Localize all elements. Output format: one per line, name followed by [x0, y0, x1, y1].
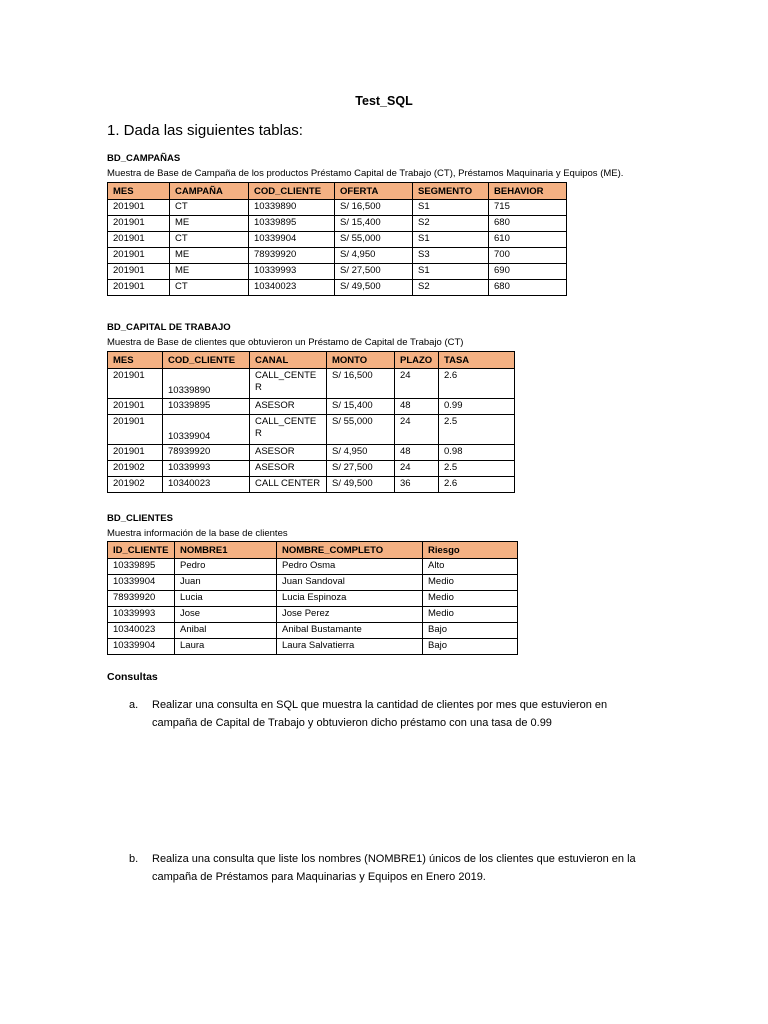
table-cell: Anibal — [175, 623, 277, 639]
column-header: ID_CLIENTE — [108, 542, 175, 559]
table-cell: S/ 27,500 — [335, 264, 413, 280]
column-header: MONTO — [327, 352, 395, 369]
table-cell: CALL_CENTE R — [250, 415, 327, 445]
table-cell: ME — [170, 264, 249, 280]
table-cell: 201901 — [108, 399, 163, 415]
table-cell: Bajo — [423, 623, 518, 639]
table-header-row — [108, 542, 518, 559]
table-cell: S/ 27,500 — [327, 461, 395, 477]
table-cell: Anibal Bustamante — [277, 623, 423, 639]
table-cell: Jose — [175, 607, 277, 623]
table-cell: S2 — [413, 216, 489, 232]
table-cell: Pedro Osma — [277, 559, 423, 575]
column-header: BEHAVIOR — [489, 183, 567, 200]
table-cell: 10339993 — [249, 264, 335, 280]
table-cell: CALL_CENTE R — [250, 369, 327, 399]
campanas-table-name: BD_CAMPAÑAS — [107, 153, 181, 164]
table-cell: ME — [170, 216, 249, 232]
table-row — [108, 415, 515, 445]
table-cell: 78939920 — [108, 591, 175, 607]
column-header: MES — [108, 183, 170, 200]
table-cell: Juan Sandoval — [277, 575, 423, 591]
table-cell: S/ 15,400 — [335, 216, 413, 232]
table-cell: 10340023 — [249, 280, 335, 296]
table-cell: 10339890 — [249, 200, 335, 216]
clientes-table — [107, 541, 518, 655]
table-cell: Medio — [423, 591, 518, 607]
table-cell: 201901 — [108, 248, 170, 264]
column-header: COD_CLIENTE — [249, 183, 335, 200]
table-row — [108, 232, 567, 248]
table-cell: 10339904 — [249, 232, 335, 248]
table-cell: 690 — [489, 264, 567, 280]
table-cell: 715 — [489, 200, 567, 216]
table-row — [108, 399, 515, 415]
table-cell: 10340023 — [163, 477, 250, 493]
table-cell: 700 — [489, 248, 567, 264]
table-cell: CALL CENTER — [250, 477, 327, 493]
table-cell: 201901 — [108, 369, 163, 399]
table-cell: 78939920 — [163, 445, 250, 461]
table-row — [108, 559, 518, 575]
capital-table-description: Muestra de Base de clientes que obtuvieron un Préstamo de Capital de Trabajo (CT) — [107, 337, 464, 348]
column-header: CANAL — [250, 352, 327, 369]
table-row — [108, 591, 518, 607]
column-header: PLAZO — [395, 352, 439, 369]
table-cell: 201901 — [108, 415, 163, 445]
table-cell: Pedro — [175, 559, 277, 575]
table-cell: ASESOR — [250, 461, 327, 477]
clientes-table-description: Muestra información de la base de clientes — [107, 528, 288, 539]
table-cell: ME — [170, 248, 249, 264]
table-row — [108, 216, 567, 232]
table-cell: 48 — [395, 399, 439, 415]
table-cell: S/ 4,950 — [335, 248, 413, 264]
table-cell: 2.5 — [439, 415, 515, 445]
table-cell: 610 — [489, 232, 567, 248]
question-b-label: b. — [129, 853, 139, 865]
table-cell: 10339895 — [163, 399, 250, 415]
table-cell: Alto — [423, 559, 518, 575]
table-cell: 2.6 — [439, 369, 515, 399]
table-row — [108, 280, 567, 296]
table-cell: S/ 4,950 — [327, 445, 395, 461]
table-cell: Juan — [175, 575, 277, 591]
table-cell: 10339904 — [108, 639, 175, 655]
capital-table — [107, 351, 515, 493]
table-cell: 680 — [489, 280, 567, 296]
column-header: TASA — [439, 352, 515, 369]
table-cell: S/ 55,000 — [327, 415, 395, 445]
table-cell: 0.99 — [439, 399, 515, 415]
table-cell: 201901 — [108, 280, 170, 296]
question-b-text: Realiza una consulta que liste los nombres (NOMBRE1) únicos de los clientes que estuvieron en la campaña de Préstamos para Maquinarias y Equipos en Enero 2019. — [152, 853, 636, 883]
table-cell: 0.98 — [439, 445, 515, 461]
table-cell: S/ 16,500 — [335, 200, 413, 216]
table-row — [108, 575, 518, 591]
column-header: CAMPAÑA — [170, 183, 249, 200]
table-row — [108, 623, 518, 639]
table-header-row — [108, 352, 515, 369]
question-a-text: Realizar una consulta en SQL que muestra la cantidad de clientes por mes que estuvieron en campaña de Capital de Trabajo y obtuvieron dicho préstamo con una tasa de 0.99 — [152, 699, 608, 729]
table-cell: 36 — [395, 477, 439, 493]
table-cell: 201901 — [108, 445, 163, 461]
table-cell: 10339895 — [108, 559, 175, 575]
table-cell: 48 — [395, 445, 439, 461]
column-header: OFERTA — [335, 183, 413, 200]
table-cell: CT — [170, 232, 249, 248]
document-title: Test_SQL — [355, 94, 413, 108]
table-cell: S/ 15,400 — [327, 399, 395, 415]
clientes-table-name: BD_CLIENTES — [107, 513, 173, 524]
column-header: SEGMENTO — [413, 183, 489, 200]
table-cell: 24 — [395, 369, 439, 399]
table-cell: ASESOR — [250, 445, 327, 461]
table-cell: S/ 16,500 — [327, 369, 395, 399]
table-cell: 10339904 — [108, 575, 175, 591]
table-row — [108, 200, 567, 216]
table-cell: 10339895 — [249, 216, 335, 232]
column-header: MES — [108, 352, 163, 369]
table-cell: 24 — [395, 415, 439, 445]
section-heading: 1. Dada las siguientes tablas: — [107, 122, 303, 139]
table-cell: CT — [170, 280, 249, 296]
table-cell: 10339890 — [163, 369, 250, 399]
table-cell: 10339993 — [108, 607, 175, 623]
table-cell: S/ 49,500 — [335, 280, 413, 296]
table-cell: S1 — [413, 264, 489, 280]
column-header: COD_CLIENTE — [163, 352, 250, 369]
table-cell: 10339993 — [163, 461, 250, 477]
table-cell: Lucia — [175, 591, 277, 607]
question-a-label: a. — [129, 699, 139, 711]
table-cell: 2.5 — [439, 461, 515, 477]
table-cell: Laura Salvatierra — [277, 639, 423, 655]
table-cell: 201901 — [108, 216, 170, 232]
column-header: Riesgo — [423, 542, 518, 559]
table-cell: CT — [170, 200, 249, 216]
consultas-heading: Consultas — [107, 671, 158, 683]
table-cell: S/ 55,000 — [335, 232, 413, 248]
table-cell: S1 — [413, 232, 489, 248]
table-cell: S/ 49,500 — [327, 477, 395, 493]
table-cell: S3 — [413, 248, 489, 264]
table-cell: Jose Perez — [277, 607, 423, 623]
table-row — [108, 248, 567, 264]
table-cell: Bajo — [423, 639, 518, 655]
table-row — [108, 477, 515, 493]
table-cell: 201901 — [108, 200, 170, 216]
table-cell: 201902 — [108, 477, 163, 493]
column-header: NOMBRE_COMPLETO — [277, 542, 423, 559]
campanas-table-description: Muestra de Base de Campaña de los productos Préstamo Capital de Trabajo (CT), Préstamos Maquinaria y Equipos (ME). — [107, 168, 624, 179]
table-cell: ASESOR — [250, 399, 327, 415]
table-row — [108, 369, 515, 399]
table-cell: 10340023 — [108, 623, 175, 639]
table-row — [108, 445, 515, 461]
table-row — [108, 461, 515, 477]
column-header: NOMBRE1 — [175, 542, 277, 559]
table-row — [108, 639, 518, 655]
table-header-row — [108, 183, 567, 200]
campanas-table — [107, 182, 567, 296]
table-cell: S2 — [413, 280, 489, 296]
table-cell: 78939920 — [249, 248, 335, 264]
table-row — [108, 264, 567, 280]
table-cell: Laura — [175, 639, 277, 655]
table-cell: 201901 — [108, 232, 170, 248]
table-cell: S1 — [413, 200, 489, 216]
table-cell: Medio — [423, 575, 518, 591]
table-cell: Medio — [423, 607, 518, 623]
capital-table-name: BD_CAPITAL DE TRABAJO — [107, 322, 231, 333]
table-cell: 201902 — [108, 461, 163, 477]
table-row — [108, 607, 518, 623]
table-cell: 10339904 — [163, 415, 250, 445]
table-cell: 2.6 — [439, 477, 515, 493]
table-cell: 680 — [489, 216, 567, 232]
table-cell: 201901 — [108, 264, 170, 280]
table-cell: Lucia Espinoza — [277, 591, 423, 607]
table-cell: 24 — [395, 461, 439, 477]
